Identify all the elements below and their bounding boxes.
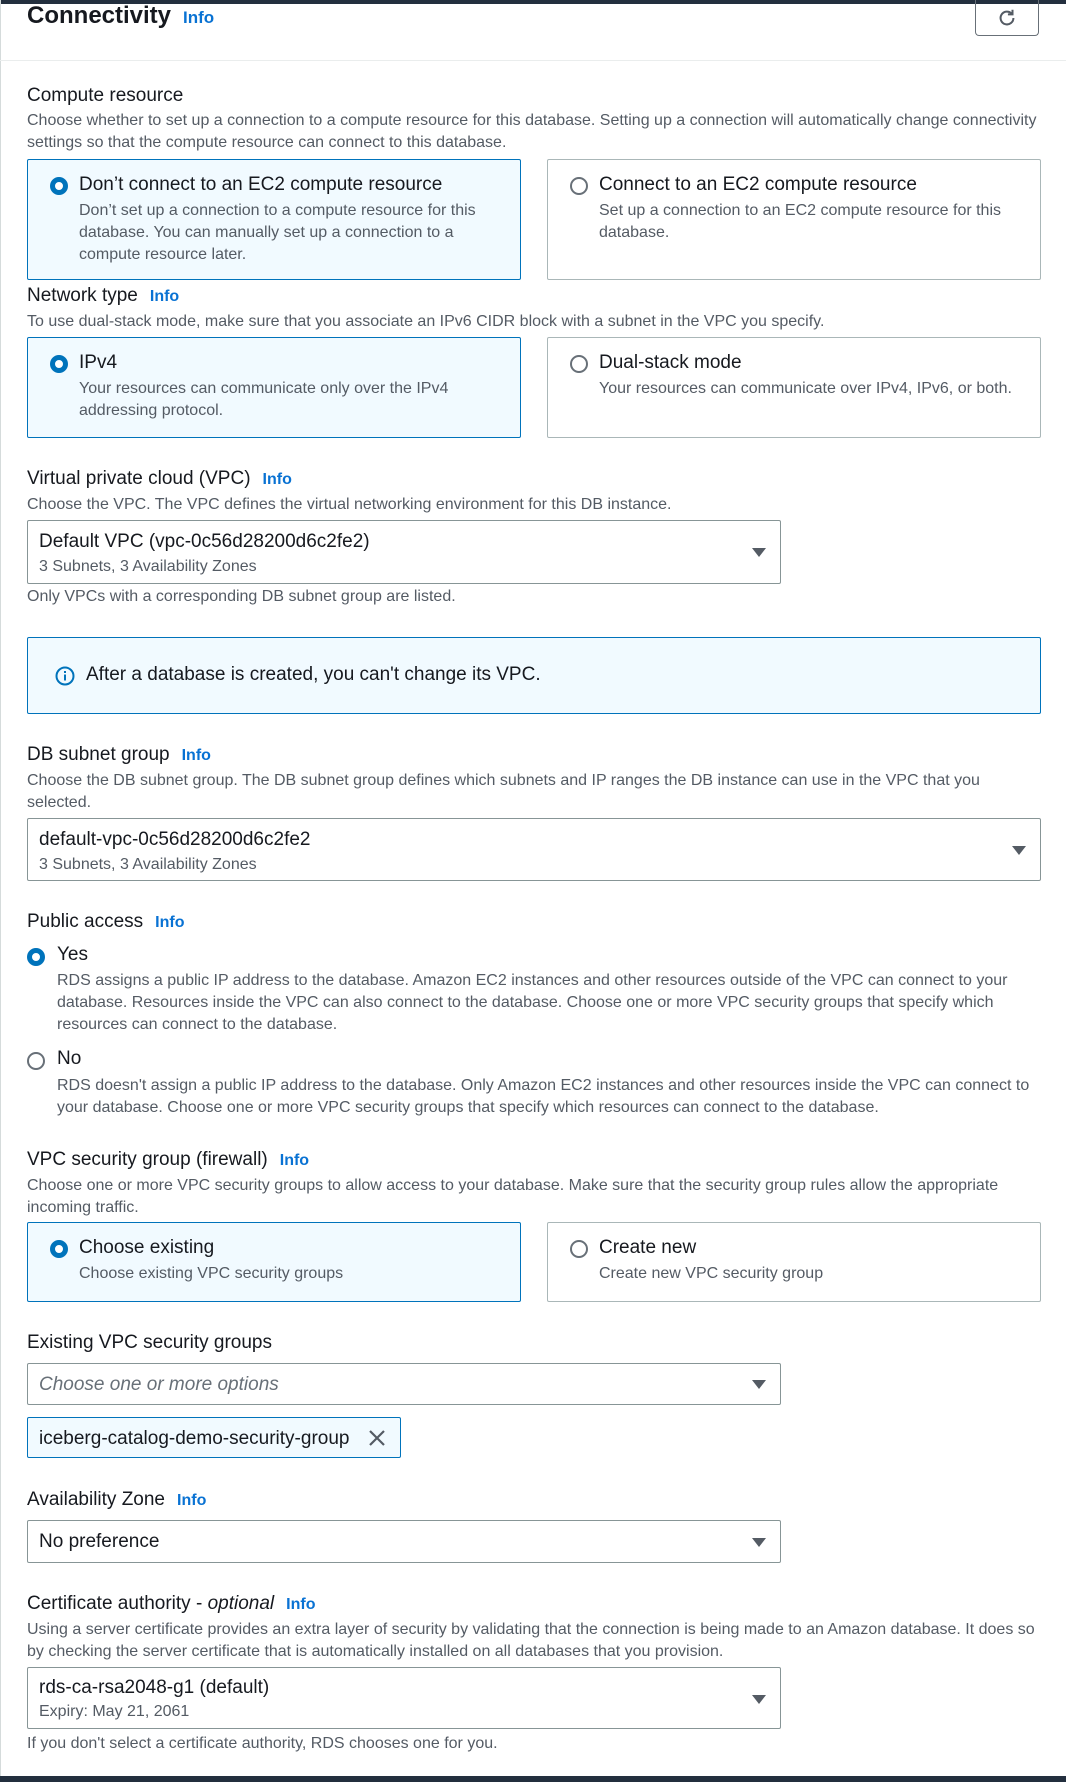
info-link-public-access[interactable]: Info — [155, 914, 185, 931]
info-link-security-group[interactable]: Info — [279, 1152, 310, 1169]
certificate-label — [27, 1592, 1041, 1617]
subnet-group-label — [27, 743, 1041, 768]
info-link-vpc[interactable]: Info — [262, 471, 292, 488]
security-group-token-label: iceberg-catalog-demo-security-group — [39, 1428, 350, 1449]
certificate-select[interactable] — [27, 1667, 781, 1729]
compute-resource-section — [27, 84, 1041, 154]
chevron-down-icon — [752, 1380, 766, 1389]
vpc-help-text: Only VPCs with a corresponding DB subnet group are listed. — [27, 588, 456, 605]
subnet-group-label-text: DB subnet group — [27, 744, 170, 765]
compute-option-description: Set up a connection to an EC2 compute resource for this database. — [599, 202, 1002, 241]
left-border — [0, 0, 1, 1782]
chevron-down-icon — [752, 548, 766, 557]
security-option-title: Create new — [599, 1237, 697, 1258]
refresh-icon — [996, 7, 1018, 29]
certificate-label-text: Certificate authority - — [27, 1593, 208, 1614]
subnet-group-section — [27, 743, 1041, 814]
vpc-section — [27, 467, 1041, 516]
availability-zone-section — [27, 1488, 1041, 1513]
chevron-down-icon — [752, 1538, 766, 1547]
vpc-selected-sub: 3 Subnets, 3 Availability Zones — [39, 558, 257, 575]
page-title — [27, 2, 214, 30]
vpc-label — [27, 467, 1041, 492]
public-yes-description: RDS assigns a public IP address to the database. Amazon EC2 instances and other resources outside of the VPC can connect to your database. Resources inside the VPC can also connect to the database. Choose one or more VPC security groups that specify which resources can connect to the database. — [57, 972, 1008, 1033]
chevron-down-icon — [752, 1695, 766, 1704]
close-icon[interactable] — [368, 1429, 386, 1447]
radio-public-yes[interactable] — [27, 948, 45, 966]
certificate-section — [27, 1592, 1041, 1663]
refresh-button[interactable] — [975, 0, 1039, 36]
existing-groups-section — [27, 1331, 1041, 1355]
info-link-certificate[interactable]: Info — [286, 1596, 316, 1613]
existing-groups-label: Existing VPC security groups — [27, 1332, 272, 1353]
compute-resource-description: Choose whether to set up a connection to a compute resource for this database. Setting up a connection will automatically change connectivity settings so that the compute resource can connect to this database. — [27, 112, 1037, 151]
network-option-title: IPv4 — [79, 352, 118, 373]
network-type-label — [27, 284, 1041, 309]
security-option-choose-existing[interactable] — [27, 1222, 521, 1302]
vpc-select[interactable] — [27, 520, 781, 584]
info-link-availability-zone[interactable]: Info — [177, 1492, 207, 1509]
vpc-selected-value: Default VPC (vpc-0c56d28200d6c2fe2) — [39, 531, 370, 552]
certificate-description: Using a server certificate provides an extra layer of security by validating that the connection is being made to an Amazon database. It does so by checking the server certificate that is automatically installed on all databases that you provision. — [27, 1621, 1035, 1660]
subnet-group-selected-value: default-vpc-0c56d28200d6c2fe2 — [39, 829, 311, 850]
vpc-alert-text: After a database is created, you can't change its VPC. — [86, 664, 541, 685]
radio-ipv4[interactable] — [50, 355, 68, 373]
radio-choose-existing[interactable] — [50, 1240, 68, 1258]
security-option-title: Choose existing — [79, 1237, 215, 1258]
radio-connect[interactable] — [570, 177, 588, 195]
radio-dual-stack[interactable] — [570, 355, 588, 373]
availability-zone-label — [27, 1488, 1041, 1513]
bottom-border — [0, 1776, 1066, 1782]
availability-zone-label-text: Availability Zone — [27, 1489, 166, 1510]
network-type-description: To use dual-stack mode, make sure that you associate an IPv6 CIDR block with a subnet in the VPC you specify. — [27, 313, 825, 330]
security-option-description: Create new VPC security group — [599, 1265, 824, 1282]
radio-public-no[interactable] — [27, 1052, 45, 1070]
certificate-selected-value: rds-ca-rsa2048-g1 (default) — [39, 1677, 270, 1698]
public-access-label-text: Public access — [27, 911, 144, 932]
connectivity-header — [0, 0, 1066, 61]
certificate-label-optional: optional — [207, 1593, 275, 1614]
security-option-description: Choose existing VPC security groups — [79, 1265, 344, 1282]
info-circle-icon — [55, 666, 75, 686]
subnet-group-select[interactable] — [27, 818, 1041, 881]
info-link-connectivity[interactable]: Info — [183, 8, 215, 27]
existing-groups-multiselect[interactable] — [27, 1363, 781, 1405]
public-no-label[interactable]: No — [57, 1048, 82, 1069]
radio-dont-connect[interactable] — [50, 177, 68, 195]
network-type-label-text: Network type — [27, 285, 138, 306]
vpc-description: Choose the VPC. The VPC defines the virtual networking environment for this DB instance. — [27, 496, 672, 513]
compute-option-title: Connect to an EC2 compute resource — [599, 174, 917, 195]
security-group-token — [27, 1417, 401, 1458]
availability-zone-selected-value: No preference — [39, 1531, 160, 1552]
security-option-create-new[interactable] — [547, 1222, 1041, 1302]
security-group-description: Choose one or more VPC security groups to allow access to your database. Make sure that the security group rules allow the appropriate incoming traffic. — [27, 1177, 999, 1216]
security-group-label — [27, 1148, 1041, 1173]
compute-option-connect[interactable] — [547, 159, 1041, 280]
network-option-description: Your resources can communicate only over the IPv4 addressing protocol. — [79, 380, 449, 419]
security-group-section — [27, 1148, 1041, 1219]
subnet-group-description: Choose the DB subnet group. The DB subnet group defines which subnets and IP ranges the DB instance can use in the VPC that you selected. — [27, 772, 980, 811]
network-option-dual-stack[interactable] — [547, 337, 1041, 438]
page-title-text: Connectivity — [27, 2, 172, 29]
network-type-section — [27, 284, 1041, 333]
info-link-network-type[interactable]: Info — [149, 288, 180, 305]
public-access-label — [27, 910, 1041, 935]
vpc-label-text: Virtual private cloud (VPC) — [27, 468, 251, 489]
certificate-selected-sub: Expiry: May 21, 2061 — [39, 1703, 190, 1720]
radio-create-new[interactable] — [570, 1240, 588, 1258]
public-access-section — [27, 910, 1041, 935]
compute-option-description: Don’t set up a connection to a compute resource for this database. You can manually set up a connection to a compute resource later. — [79, 202, 476, 263]
compute-resource-label: Compute resource — [27, 85, 184, 106]
security-group-label-text: VPC security group (firewall) — [27, 1149, 268, 1170]
info-link-subnet-group[interactable]: Info — [181, 747, 211, 764]
compute-option-dont-connect[interactable] — [27, 159, 521, 280]
public-no-description: RDS doesn't assign a public IP address to the database. Only Amazon EC2 instances and other resources inside the VPC can connect to your database. Choose one or more VPC security groups that specify which resources can connect to the database. — [57, 1077, 1030, 1116]
vpc-info-alert — [27, 637, 1041, 714]
network-option-ipv4[interactable] — [27, 337, 521, 438]
availability-zone-select[interactable] — [27, 1520, 781, 1563]
compute-option-title: Don’t connect to an EC2 compute resource — [79, 174, 443, 195]
public-yes-label[interactable]: Yes — [57, 944, 88, 965]
certificate-help-text: If you don't select a certificate authority, RDS chooses one for you. — [27, 1735, 498, 1752]
chevron-down-icon — [1012, 846, 1026, 855]
network-option-description: Your resources can communicate over IPv4, IPv6, or both. — [599, 380, 1012, 397]
existing-groups-placeholder: Choose one or more options — [39, 1374, 279, 1395]
subnet-group-selected-sub: 3 Subnets, 3 Availability Zones — [39, 856, 257, 873]
network-option-title: Dual-stack mode — [599, 352, 742, 373]
